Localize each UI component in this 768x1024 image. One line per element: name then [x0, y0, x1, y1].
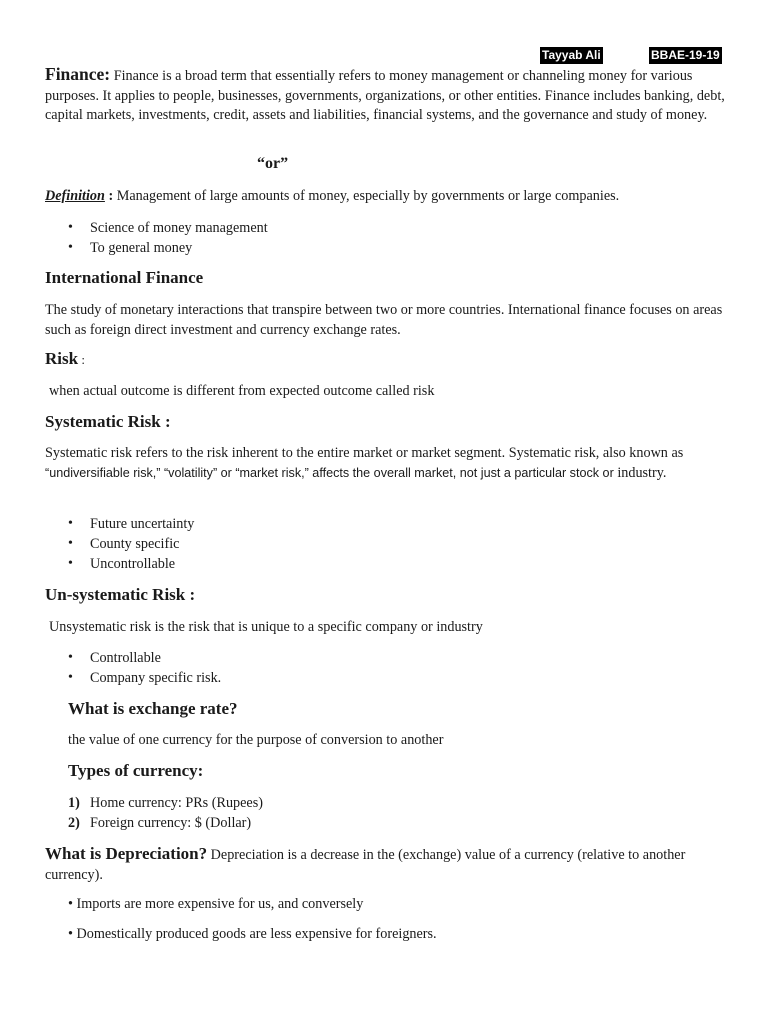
definition-text: Management of large amounts of money, especially by governments or large companies.: [116, 188, 620, 204]
systematic-risk-text: [45, 444, 735, 483]
list-item: • Uncontrollable: [68, 554, 194, 574]
list-number: 1): [68, 795, 80, 811]
unsystematic-risk-text: Unsystematic risk is the risk that is unique to a specific company or industry: [49, 619, 483, 635]
definition-colon: :: [104, 188, 117, 204]
depreciation-point: • Domestically produced goods are less expensive for foreigners.: [68, 926, 437, 942]
finance-paragraph: [45, 65, 725, 126]
list-item: [68, 793, 263, 813]
definition-label: Definition: [45, 188, 105, 204]
systematic-text-part2: “undiversifiable risk,” “volatility” or “market risk,” affects the overall market, not just a particular stock or: [45, 465, 614, 480]
international-finance-heading: International Finance: [45, 268, 204, 287]
international-finance-text: The study of monetary interactions that transpire between two or more countries. International finance focuses on areas such as foreign direct investment and currency exchange rates.: [45, 302, 723, 338]
currency-types-heading: Types of currency:: [68, 761, 204, 780]
list-item: • Company specific risk.: [68, 668, 221, 688]
finance-heading: Finance:: [45, 64, 111, 84]
systematic-risk-heading: Systematic Risk :: [45, 412, 171, 431]
list-item: • County specific: [68, 534, 194, 554]
depreciation-text: Depreciation is a decrease in the (exchange) value of a currency (relative to another currency).: [45, 847, 686, 883]
systematic-text-part1: Systematic risk refers to the risk inherent to the entire market or market segment. Systematic risk, also known as: [45, 445, 684, 461]
definition-bullet-list: [68, 218, 268, 258]
finance-text: Finance is a broad term that essentially refers to money management or channeling money for various purposes. It applies to people, businesses, governments, organizations, or other entities. Finance includes banking, debt, capital markets, investments, credit, assets and liabilities, financial systems, and the governance and study of money.: [45, 68, 725, 124]
currency-numbered-list: [68, 793, 263, 833]
risk-heading: Risk: [45, 349, 79, 368]
risk-colon: :: [78, 352, 85, 367]
systematic-bullet-list: [68, 514, 194, 574]
or-separator: “or”: [257, 155, 289, 172]
depreciation-heading: What is Depreciation?: [45, 844, 208, 863]
definition-line: [45, 187, 725, 207]
list-item: • To general money: [68, 238, 268, 258]
list-item: • Controllable: [68, 648, 221, 668]
depreciation-point: • Imports are more expensive for us, and conversely: [68, 896, 364, 912]
list-item-text: Foreign currency: $ (Dollar): [90, 815, 252, 831]
risk-heading-line: [45, 349, 85, 369]
exchange-rate-heading: What is exchange rate?: [68, 699, 238, 718]
risk-text: when actual outcome is different from expected outcome called risk: [49, 383, 435, 399]
list-item: • Science of money management: [68, 218, 268, 238]
list-number: 2): [68, 815, 80, 831]
list-item-text: Home currency: PRs (Rupees): [90, 795, 263, 811]
unsystematic-bullet-list: [68, 648, 221, 688]
list-item: • Future uncertainty: [68, 514, 194, 534]
systematic-text-part3: industry.: [617, 464, 667, 481]
author-name-tag: Tayyab Ali: [542, 48, 601, 62]
unsystematic-risk-heading: Un-systematic Risk :: [45, 585, 196, 604]
depreciation-paragraph: [45, 844, 735, 885]
exchange-rate-text: the value of one currency for the purpose of conversion to another: [68, 732, 444, 748]
class-code-tag: BBAE-19-19: [651, 48, 720, 62]
list-item: [68, 813, 263, 833]
